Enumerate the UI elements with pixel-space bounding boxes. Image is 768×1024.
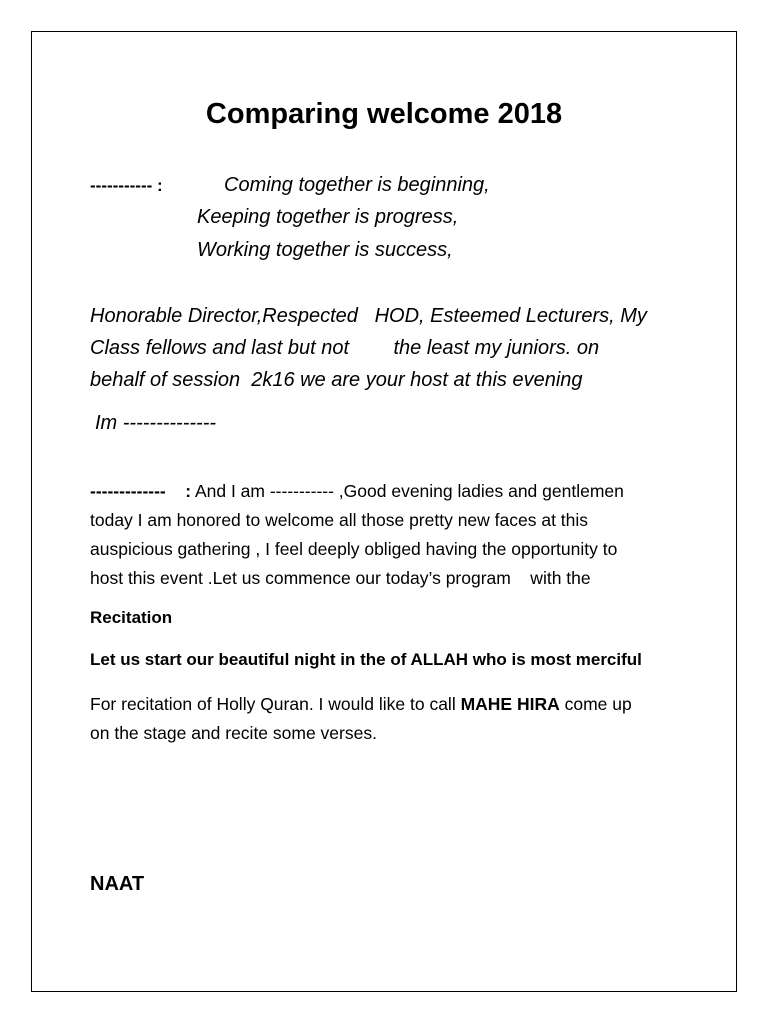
recitation-line-1-end: come up bbox=[559, 694, 632, 714]
naat-heading: NAAT bbox=[90, 873, 145, 895]
recitation-paragraph bbox=[90, 690, 690, 748]
welcome-line-4: host this event .Let us commence our today’s program with the bbox=[90, 568, 591, 588]
welcome-line-1 bbox=[90, 477, 690, 506]
greeting-line-2: Class fellows and last but not the least my juniors. on bbox=[90, 337, 600, 359]
recitation-heading: Recitation bbox=[90, 608, 173, 627]
recitation-line-1 bbox=[90, 690, 690, 719]
greeting-paragraph bbox=[90, 300, 680, 396]
recitation-line-2: on the stage and recite some verses. bbox=[90, 723, 377, 743]
poem-speaker-blank: ----------- : bbox=[90, 176, 163, 195]
recitation-line-1-text: For recitation of Holly Quran. I would like to call bbox=[90, 694, 461, 714]
welcome-line-3: auspicious gathering , I feel deeply obliged having the opportunity to bbox=[90, 539, 618, 559]
poem-line-1: Coming together is beginning, bbox=[224, 174, 490, 196]
welcome-paragraph bbox=[90, 477, 690, 593]
greeting-line-3: behalf of session 2k16 we are your host at this evening bbox=[90, 369, 583, 391]
intro-line: Im -------------- bbox=[95, 412, 217, 434]
greeting-line-1: Honorable Director,Respected HOD, Esteemed Lecturers, My bbox=[90, 305, 647, 327]
reciter-name: MAHE HIRA bbox=[460, 694, 560, 714]
start-line: Let us start our beautiful night in the of ALLAH who is most merciful bbox=[90, 650, 642, 669]
welcome-line-2: today I am honored to welcome all those pretty new faces at this bbox=[90, 510, 589, 530]
welcome-line-1-text: And I am ----------- ,Good evening ladies and gentlemen bbox=[191, 481, 624, 501]
poem-line-2: Keeping together is progress, bbox=[197, 206, 459, 228]
document-title: Comparing welcome 2018 bbox=[205, 98, 563, 130]
poem-line-3: Working together is success, bbox=[197, 239, 453, 261]
speaker-blank: ------------- : bbox=[90, 481, 192, 501]
